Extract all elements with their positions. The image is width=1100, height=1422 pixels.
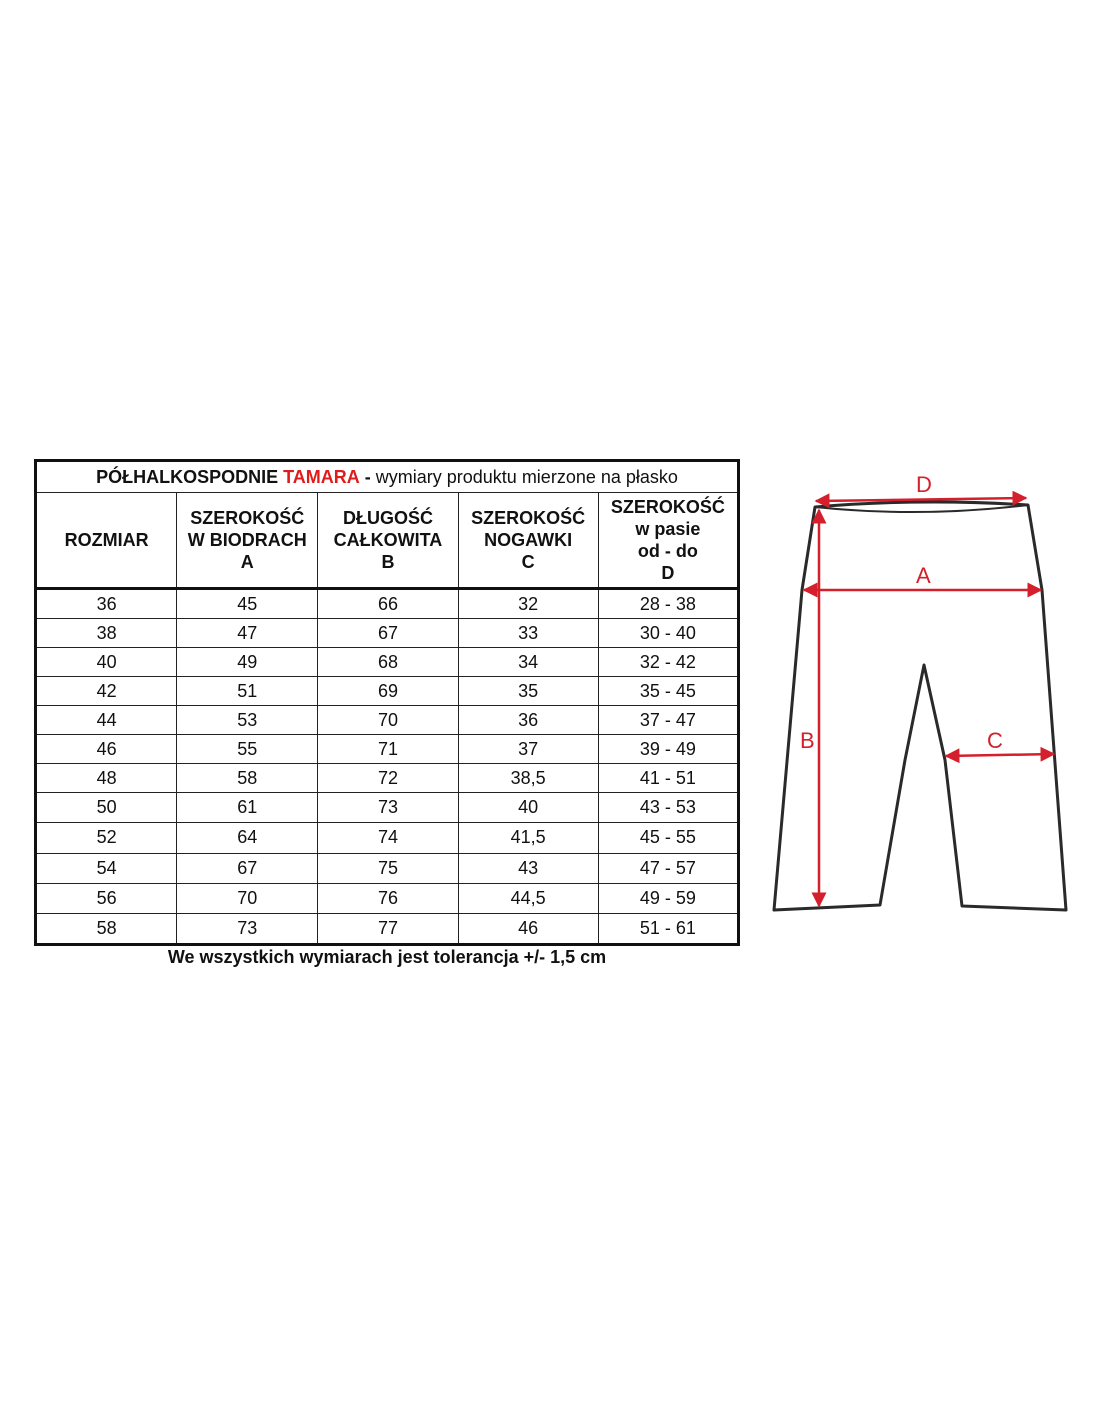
header-line: NOGAWKI <box>484 530 573 550</box>
table-row <box>36 735 739 764</box>
table-cell: 35 - 45 <box>598 677 738 706</box>
table-cell: 67 <box>318 619 458 648</box>
table-cell: 38 <box>36 619 177 648</box>
header-line: SZEROKOŚĆ <box>471 508 586 528</box>
table-cell: 46 <box>36 735 177 764</box>
table-cell: 35 <box>458 677 598 706</box>
header-line: D <box>661 563 675 583</box>
header-line: B <box>381 552 395 572</box>
header-cell <box>318 493 458 589</box>
table-row <box>36 706 739 735</box>
table-cell: 49 <box>177 648 318 677</box>
table-cell: 44 <box>36 706 177 735</box>
header-line: DŁUGOŚĆ <box>342 508 433 528</box>
table-cell: 30 - 40 <box>598 619 738 648</box>
table-cell: 54 <box>36 853 177 883</box>
title-product-name: TAMARA <box>283 466 360 487</box>
table-cell: 40 <box>36 648 177 677</box>
table-cell: 66 <box>318 589 458 619</box>
table-cell: 58 <box>177 764 318 793</box>
table-row <box>36 648 739 677</box>
table-cell: 69 <box>318 677 458 706</box>
table-cell: 47 <box>177 619 318 648</box>
table-cell: 44,5 <box>458 883 598 913</box>
table-row <box>36 764 739 793</box>
table-cell: 68 <box>318 648 458 677</box>
table-cell: 28 - 38 <box>598 589 738 619</box>
table-cell: 37 <box>458 735 598 764</box>
table-cell: 47 - 57 <box>598 853 738 883</box>
table-row <box>36 823 739 853</box>
table-cell: 77 <box>318 914 458 945</box>
header-row <box>36 493 739 589</box>
header-line: W BIODRACH <box>187 530 307 550</box>
table-cell: 70 <box>318 706 458 735</box>
table-row <box>36 589 739 619</box>
table-cell: 32 <box>458 589 598 619</box>
table-cell: 43 - 53 <box>598 793 738 823</box>
header-cell <box>458 493 598 589</box>
table-cell: 52 <box>36 823 177 853</box>
table-row <box>36 914 739 945</box>
tolerance-note: We wszystkich wymiarach jest tolerancja +/- 1,5 cm <box>167 947 607 967</box>
table-row <box>36 619 739 648</box>
table-cell: 43 <box>458 853 598 883</box>
header-line: CAŁKOWITA <box>333 530 443 550</box>
table-cell: 45 - 55 <box>598 823 738 853</box>
label-c: C <box>987 728 1003 753</box>
header-line: od - do <box>637 541 698 561</box>
table-cell: 34 <box>458 648 598 677</box>
table-cell: 53 <box>177 706 318 735</box>
table-body <box>36 589 739 945</box>
table-cell: 73 <box>318 793 458 823</box>
table-cell: 49 - 59 <box>598 883 738 913</box>
arrow-c <box>946 754 1054 756</box>
table-cell: 76 <box>318 883 458 913</box>
label-d: D <box>916 472 932 497</box>
table-cell: 75 <box>318 853 458 883</box>
header-cell <box>177 493 318 589</box>
header-line: C <box>521 552 535 572</box>
header-cell <box>36 493 177 589</box>
header-line: ROZMIAR <box>64 530 149 550</box>
table-row <box>36 677 739 706</box>
arrow-d <box>816 498 1026 501</box>
table-cell: 72 <box>318 764 458 793</box>
table-cell: 58 <box>36 914 177 945</box>
table-cell: 42 <box>36 677 177 706</box>
table-cell: 67 <box>177 853 318 883</box>
table-cell: 64 <box>177 823 318 853</box>
trousers-measurement-diagram <box>760 460 1090 930</box>
table-cell: 51 - 61 <box>598 914 738 945</box>
title-prefix: PÓŁHALKOSPODNIE <box>96 466 284 487</box>
table-cell: 36 <box>36 589 177 619</box>
table-cell: 48 <box>36 764 177 793</box>
table-cell: 36 <box>458 706 598 735</box>
table-title <box>36 461 739 493</box>
size-chart-table <box>34 459 740 946</box>
header-cell <box>598 493 738 589</box>
table-cell: 40 <box>458 793 598 823</box>
table-cell: 71 <box>318 735 458 764</box>
table-cell: 37 - 47 <box>598 706 738 735</box>
table-cell: 74 <box>318 823 458 853</box>
table-cell: 33 <box>458 619 598 648</box>
table-cell: 45 <box>177 589 318 619</box>
table-cell: 39 - 49 <box>598 735 738 764</box>
table-cell: 38,5 <box>458 764 598 793</box>
title-suffix: - wymiary produktu mierzone na płasko <box>359 466 678 487</box>
table-cell: 55 <box>177 735 318 764</box>
table-cell: 50 <box>36 793 177 823</box>
table-cell: 46 <box>458 914 598 945</box>
label-b: B <box>800 728 815 753</box>
table-cell: 41,5 <box>458 823 598 853</box>
table-cell: 56 <box>36 883 177 913</box>
header-line: A <box>240 552 254 572</box>
table-cell: 70 <box>177 883 318 913</box>
table-cell: 32 - 42 <box>598 648 738 677</box>
label-a: A <box>916 563 931 588</box>
header-line: SZEROKOŚĆ <box>610 497 725 517</box>
table-cell: 73 <box>177 914 318 945</box>
header-line: w pasie <box>635 519 701 539</box>
header-line: SZEROKOŚĆ <box>190 508 305 528</box>
table-row <box>36 793 739 823</box>
table-row <box>36 883 739 913</box>
table-cell: 41 - 51 <box>598 764 738 793</box>
table-cell: 61 <box>177 793 318 823</box>
table-row <box>36 853 739 883</box>
table-cell: 51 <box>177 677 318 706</box>
